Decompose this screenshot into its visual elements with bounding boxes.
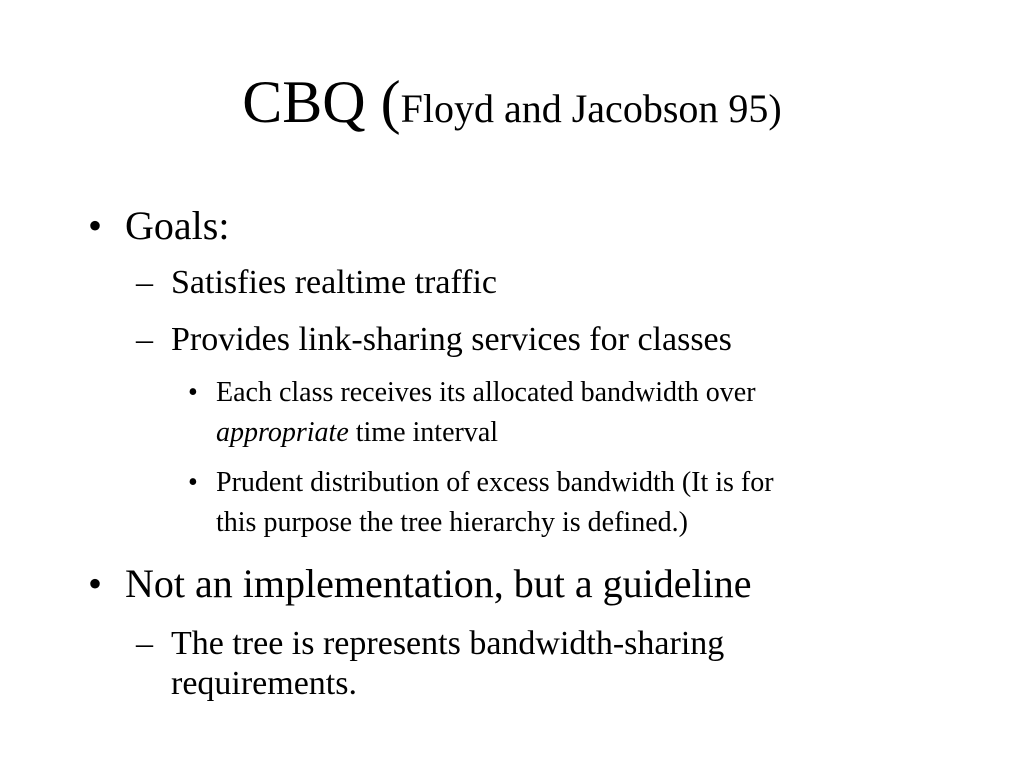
subbullet-link-sharing <box>136 320 732 360</box>
subsubbullet-allocated <box>188 373 756 453</box>
allocated-line-2-rest: time interval <box>348 417 499 448</box>
excess-line-1: Prudent distribution of excess bandwidth (It is for <box>216 467 774 498</box>
guideline-label: Not an implementation, but a guideline <box>125 561 752 606</box>
tree-text <box>171 624 724 704</box>
link-sharing-text: Provides link-sharing services for classes <box>171 321 732 358</box>
excess-line-2: this purpose the tree hierarchy is defined.) <box>216 507 688 538</box>
bullet-marker-small: • <box>188 377 198 408</box>
title-citation: Floyd and Jacobson 95 <box>400 86 769 131</box>
excess-text <box>216 463 774 543</box>
bullet-guideline <box>88 560 752 608</box>
bullet-marker-small: • <box>188 467 198 498</box>
dash-marker: – <box>136 321 153 358</box>
dash-marker: – <box>136 264 153 301</box>
subbullet-tree <box>136 624 724 704</box>
allocated-italic-word: appropriate <box>216 417 349 448</box>
bullet-marker: • <box>88 203 103 248</box>
bullet-goals <box>88 202 229 250</box>
realtime-text: Satisfies realtime traffic <box>171 264 498 301</box>
tree-line-2: requirements. <box>171 665 357 702</box>
slide-title <box>0 62 1024 158</box>
title-close-paren: ) <box>768 86 782 131</box>
title-main: CBQ ( <box>242 69 401 135</box>
allocated-text <box>216 373 756 453</box>
bullet-marker: • <box>88 561 103 606</box>
tree-line-1: The tree is represents bandwidth-sharing <box>171 625 725 662</box>
dash-marker: – <box>136 625 153 662</box>
goals-label: Goals: <box>125 203 230 248</box>
allocated-line-1: Each class receives its allocated bandwidth over <box>216 377 756 408</box>
allocated-line-2 <box>216 413 756 453</box>
subbullet-realtime <box>136 263 497 303</box>
subsubbullet-excess <box>188 463 774 543</box>
